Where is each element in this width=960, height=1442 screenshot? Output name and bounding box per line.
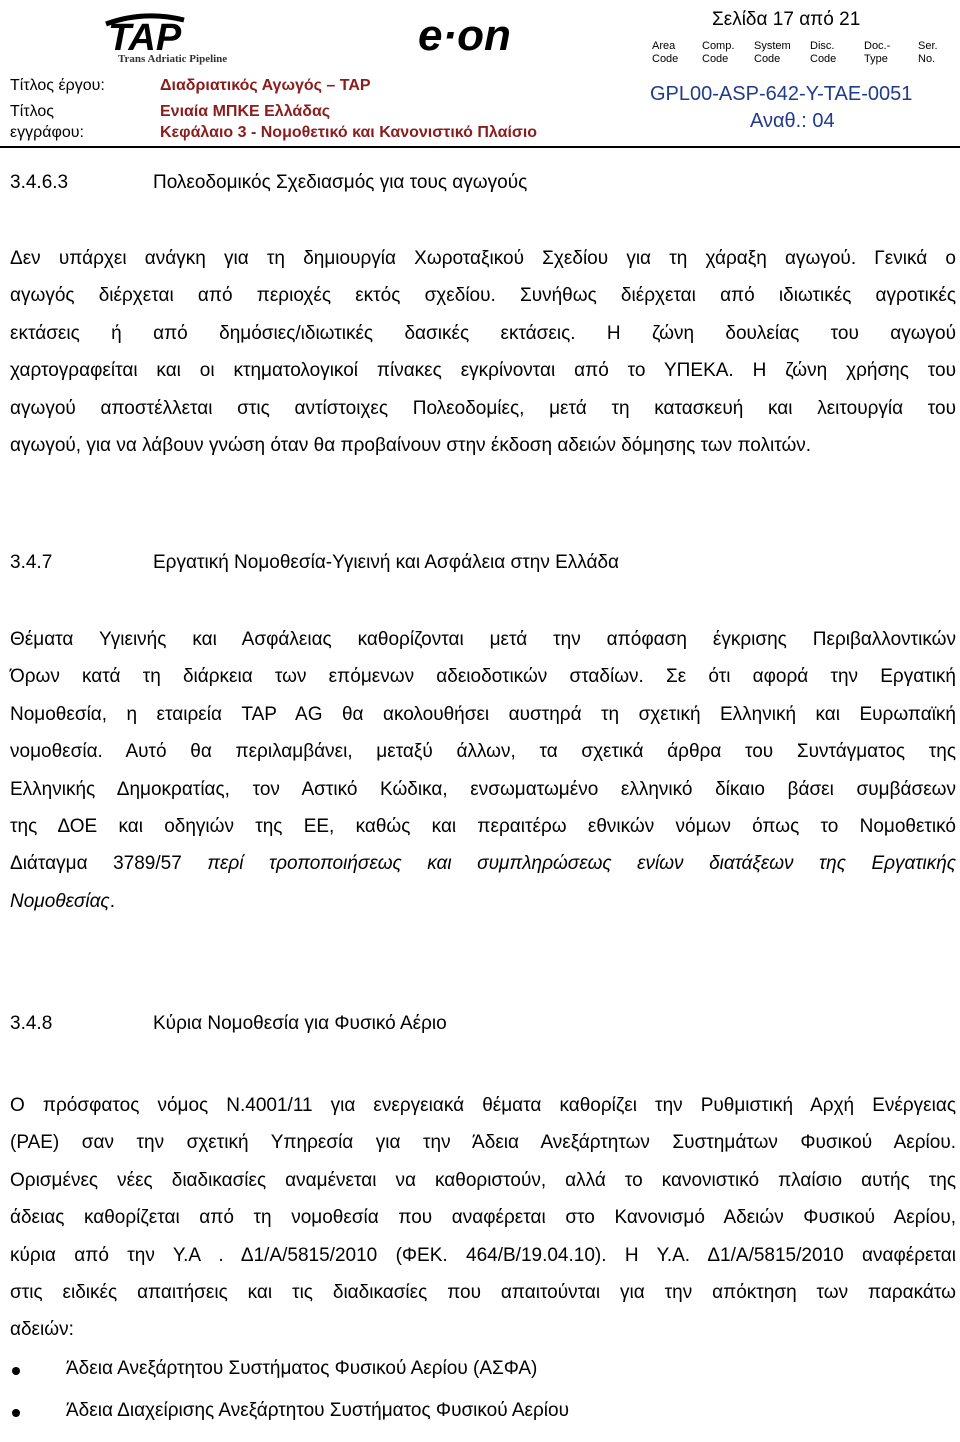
text-line: στις ειδικές απαιτήσεις και τις διαδικασίες που απαιτούνται για την απόκτηση των παρακάτω	[10, 1282, 956, 1304]
licence-list	[10, 1358, 950, 1442]
list-item	[10, 1358, 950, 1400]
text-line: Θέματα Υγιεινής και Ασφάλειας καθορίζονται μετά την απόφαση έγκρισης Περιβαλλοντικών	[10, 629, 956, 650]
text-line: αδειών:	[10, 1319, 74, 1341]
text-line: Ο πρόσφατος νόμος Ν.4001/11 για ενεργειακά θέματα καθορίζει την Ρυθμιστική Αρχή Ενέργειας	[10, 1095, 956, 1116]
section-heading-3-4-8	[10, 1013, 447, 1035]
text-normal: Διάταγμα 3789/57	[10, 853, 208, 875]
section-number: 3.4.7	[10, 552, 53, 573]
section-number: 3.4.6.3	[10, 172, 69, 193]
text-normal: .	[109, 890, 115, 912]
text-line: (ΡΑΕ) σαν την σχετική Υπηρεσία για την Άδεια Ανεξάρτητων Συστημάτων Φυσικού Αερίου.	[10, 1132, 956, 1154]
header-divider	[0, 146, 960, 148]
svg-text:TAP: TAP	[108, 17, 182, 54]
project-value: Διαδριατικός Αγωγός – TAP	[160, 77, 371, 94]
text-italic: Νομοθεσίας	[10, 890, 110, 912]
code-comp: Comp. Code	[702, 40, 735, 65]
text-line: εκτάσεις ή από δημόσιες/ιδιωτικές δασικές εκτάσεις. Η ζώνη δουλείας του αγωγού	[10, 322, 956, 344]
title-value-line2: Κεφάλαιο 3 - Νομοθετικό και Κανονιστικό Πλαίσιο	[160, 124, 538, 141]
project-label: Τίτλος έργου:	[10, 77, 105, 94]
text-line: χαρτογραφείται και οι κτηματολογικοί πίνακες εγκρίνονται από το ΥΠΕΚΑ. Η ζώνη χρήσης του	[10, 360, 956, 382]
title-value-line1: Ενιαία ΜΠΚΕ Ελλάδας	[160, 103, 331, 120]
text-line: νομοθεσία. Αυτό θα περιλαμβάνει, μεταξύ άλλων, τα σχετικά άρθρα του Συντάγματος της	[10, 741, 956, 763]
code-doc-type: Doc.- Type	[864, 40, 891, 65]
paragraph-urban-planning	[10, 240, 956, 464]
bullet-icon	[12, 1409, 20, 1417]
text-line: Ελληνικής Δημοκρατίας, τον Αστικό Κώδικα, ενσωματωμένο ελληνικό δίκαιο βάσει συμβάσεων	[10, 778, 956, 800]
text-line: Νομοθεσία, η εταιρεία TAP AG θα ακολουθήσει αυστηρά τη σχετική Ελληνική και Ευρωπαϊκή	[10, 703, 956, 725]
bullet-icon	[12, 1367, 20, 1375]
paragraph-labour-law	[10, 621, 956, 920]
list-item	[10, 1400, 950, 1442]
document-number: GPL00-ASP-642-Y-TAE-0051	[650, 83, 913, 105]
list-item-text: Άδεια Ανεξάρτητου Συστήματος Φυσικού Αερίου (ΑΣΦΑ)	[66, 1358, 538, 1379]
code-ser-no: Ser. No.	[918, 40, 938, 65]
text-line: αγωγού αποστέλλεται στις αντίστοιχες Πολεοδομίες, μετά τη κατασκευή και λειτουργία του	[10, 397, 956, 419]
title-label-line1: Τίτλος	[10, 103, 55, 120]
tap-logo	[104, 10, 254, 66]
section-title: Εργατική Νομοθεσία-Υγιεινή και Ασφάλεια στην Ελλάδα	[153, 552, 620, 573]
text-italic: περί τροποποιήσεως και συμπληρώσεως ενίων διατάξεων της Εργατικής	[207, 853, 956, 875]
document-header	[0, 0, 960, 148]
section-title: Κύρια Νομοθεσία για Φυσικό Αέριο	[153, 1013, 447, 1034]
text-line	[10, 845, 956, 882]
code-system: System Code	[754, 40, 791, 65]
text-line: αγωγός διέρχεται από περιοχές εκτός σχεδίου. Συνήθως διέρχεται από ιδιωτικές αγροτικές	[10, 285, 956, 307]
code-area: Area Code	[652, 40, 679, 65]
svg-text:e·on: e·on	[418, 11, 511, 60]
title-label-line2: εγγράφου:	[10, 124, 84, 141]
paragraph-gas-law	[10, 1087, 956, 1349]
page-number: Σελίδα 17 από 21	[712, 9, 861, 30]
section-title: Πολεοδομικός Σχεδιασμός για τους αγωγούς	[153, 172, 528, 193]
code-columns	[640, 40, 960, 70]
text-line: Ορισμένες νέες διαδικασίες αναμένεται να καθοριστούν, αλλά το κανονιστικό πλαίσιο αυτής της	[10, 1169, 956, 1191]
text-line: Όρων κατά τη διάρκεια των επόμενων αδειοδοτικών σταδίων. Σε ότι αφορά την Εργατική	[10, 666, 956, 688]
tap-logo-subtitle: Trans Adriatic Pipeline	[118, 53, 228, 65]
text-line: Δεν υπάρχει ανάγκη για τη δημιουργία Χωροταξικού Σχεδίου για τη χάραξη αγωγού. Γενικά ο	[10, 248, 956, 269]
section-number: 3.4.8	[10, 1013, 53, 1034]
code-disc: Disc. Code	[810, 40, 837, 65]
text-line: της ΔΟΕ και οδηγιών της ΕΕ, καθώς και περαιτέρω εθνικών νόμων όπως το Νομοθετικό	[10, 816, 956, 838]
revision: Αναθ.: 04	[750, 110, 835, 132]
text-line: αγωγού, για να λάβουν γνώση όταν θα προβαίνουν στην έκδοση αδειών δόμησης των πολιτών.	[10, 435, 812, 457]
text-line: άδειας καθορίζεται από τη νομοθεσία που αναφέρεται στο Κανονισμό Αδειών Φυσικού Αερίου,	[10, 1207, 956, 1229]
eon-logo	[414, 6, 544, 66]
text-line: κύρια από την Υ.Α . Δ1/Α/5815/2010 (ΦΕΚ. 464/Β/19.04.10). Η Υ.Α. Δ1/Α/5815/2010 αναφέρεται	[10, 1244, 956, 1266]
section-heading-3-4-7	[10, 552, 619, 574]
text-line	[10, 883, 956, 920]
list-item-text: Άδεια Διαχείρισης Ανεξάρτητου Συστήματος Φυσικού Αερίου	[66, 1400, 569, 1421]
section-heading-3-4-6-3	[10, 172, 527, 194]
